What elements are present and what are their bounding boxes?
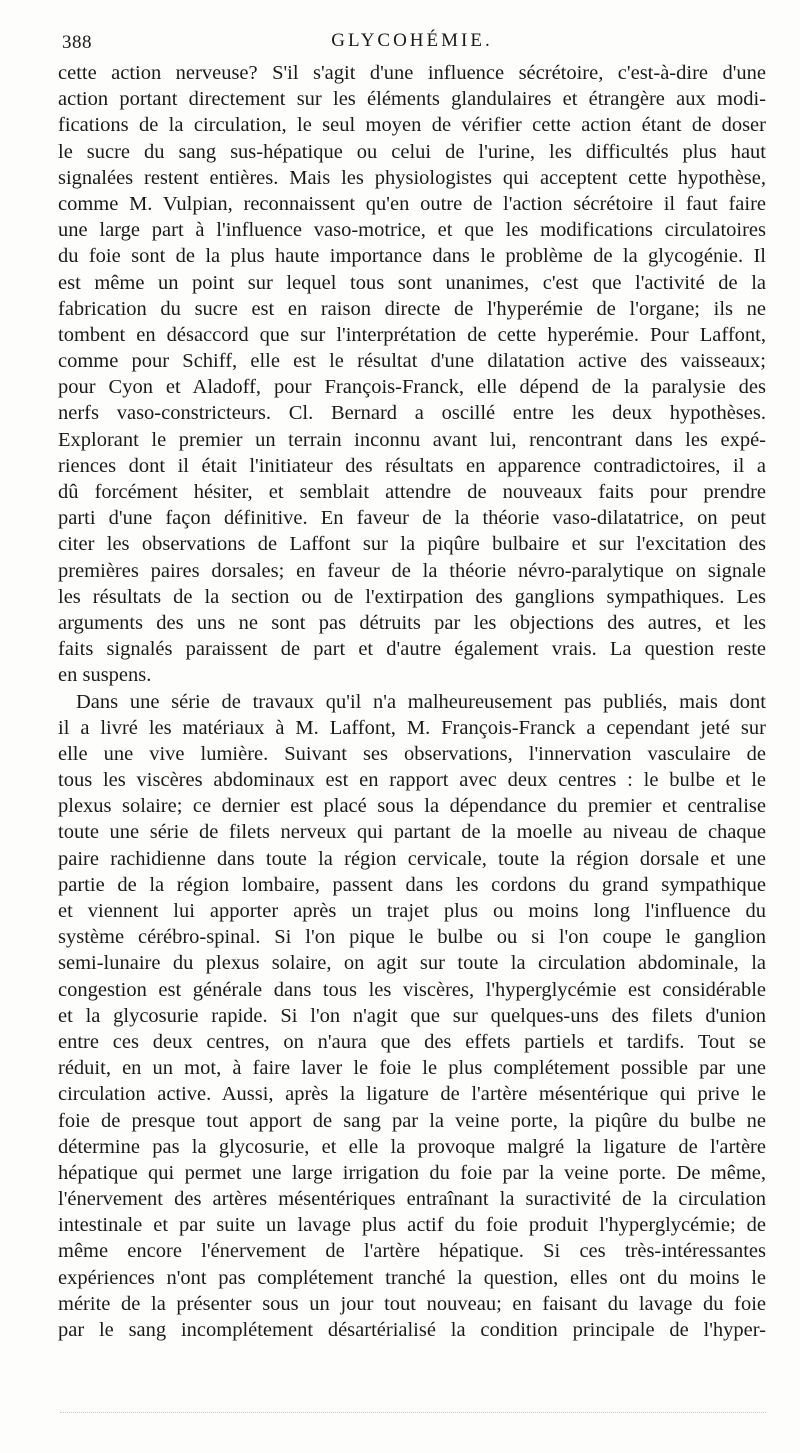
text-line: arguments des uns ne sont pas détruits par les objections des autres, et les (58, 611, 766, 634)
text-line: partie de la région lombaire, passent dans les cordons du grand sympathique (58, 873, 766, 896)
text-line: détermine pas la glycosurie, et elle la provoque malgré la ligature de l'artère (58, 1135, 766, 1158)
text-line: est même un point sur lequel tous sont unanimes, c'est que l'activité de la (58, 271, 766, 294)
text-line: dû forcément hésiter, et semblait attendre de nouveaux faits pour prendre (58, 481, 766, 503)
text-line: même encore l'énervement de l'artère hépatique. Si ces très-intéressantes (58, 1240, 766, 1263)
text-line: et la glycosurie rapide. Si l'on n'agit que sur quelques-uns des filets d'union (58, 1004, 766, 1027)
text-line: Dans une série de travaux qu'il n'a malheureusement pas publiés, mais dont (76, 690, 766, 713)
text-line: plexus solaire; ce dernier est placé sous la dépendance du premier et centralise (58, 795, 766, 818)
text-line: semi-lunaire du plexus solaire, on agit sur toute la circulation abdominale, la (58, 952, 766, 975)
text-line: expériences n'ont pas complétement tranché la question, elles ont du moins le (58, 1266, 766, 1289)
text-line: mérite de la présenter sous un jour tout nouveau; en faisant du lavage du foie (58, 1292, 766, 1315)
text-line: comme pour Schiff, elle est le résultat d'une dilatation active des vaisseaux; (58, 350, 766, 373)
text-line: paire rachidienne dans toute la région cervicale, toute la région dorsale et une (58, 847, 766, 870)
text-line: toute une série de filets nerveux qui partant de la moelle au niveau de chaque (58, 821, 766, 844)
text-line: circulation active. Aussi, après la ligature de l'artère mésentérique qui prive le (58, 1083, 766, 1106)
text-line: faits signalés paraissent de part et d'autre également vrais. La question reste (58, 638, 766, 661)
text-line: par le sang incomplétement désartérialisé la condition principale de l'hyper- (58, 1319, 766, 1341)
text-line: fications de la circulation, le seul moyen de vérifier cette action étant de doser (58, 114, 766, 137)
text-line: tous les viscères abdominaux est en rapport avec deux centres : le bulbe et le (58, 769, 766, 792)
text-line: le sucre du sang sus-hépatique ou celui de l'urine, les difficultés plus haut (58, 140, 766, 163)
footer-divider (60, 1412, 766, 1417)
text-line: premières paires dorsales; en faveur de la théorie névro-paralytique on signale (58, 559, 766, 582)
text-line: pour Cyon et Aladoff, pour François-Franck, elle dépend de la paralysie des (58, 376, 766, 399)
text-line: riences dont il était l'initiateur des résultats en apparence contradictoires, il a (58, 454, 766, 477)
text-line: du foie sont de la plus haute importance dans le problème de la glycogénie. Il (58, 245, 766, 268)
text-line: action portant directement sur les éléments glandulaires et étrangère aux modi- (58, 88, 766, 111)
text-line: foie de presque tout apport de sang par la veine porte, la piqûre du bulbe ne (58, 1109, 766, 1132)
text-line: système cérébro-spinal. Si l'on pique le bulbe ou si l'on coupe le ganglion (58, 926, 766, 949)
text-line: entre ces deux centres, on n'aura que des effets partiels et tardifs. Tout se (58, 1030, 766, 1053)
text-line: citer les observations de Laffont sur la piqûre bulbaire et sur l'excitation des (58, 533, 766, 556)
text-line: et viennent lui apporter après un trajet plus ou moins long l'influence du (58, 900, 766, 922)
text-line: hépatique qui permet une large irrigation du foie par la veine porte. De même, (58, 1161, 766, 1184)
body-text (58, 60, 766, 1343)
text-line: les résultats de la section ou de l'extirpation des ganglions sympathiques. Les (58, 585, 766, 608)
text-line: tombent en désaccord que sur l'interprétation de cette hyperémie. Pour Laffont, (58, 323, 766, 346)
text-line: nerfs vaso-constricteurs. Cl. Bernard a oscillé entre les deux hypothèses. (58, 402, 766, 425)
text-line: réduit, en un mot, à faire laver le foie le plus complétement possible par une (58, 1057, 766, 1080)
page-header (62, 26, 762, 56)
running-title: GLYCOHÉMIE. (331, 30, 493, 51)
text-line: en suspens. (58, 664, 152, 687)
page-number: 388 (62, 32, 92, 53)
text-line: fabrication du sucre est en raison directe de l'hyperémie de l'organe; ils ne (58, 297, 766, 320)
text-line: comme M. Vulpian, reconnaissent qu'en outre de l'action sécrétoire il faut faire (58, 192, 766, 215)
text-line: Explorant le premier un terrain inconnu avant lui, rencontrant dans les expé- (58, 428, 766, 451)
text-line: l'énervement des artères mésentériques entraînant la suractivité de la circulation (58, 1188, 766, 1211)
text-line: parti d'une façon définitive. En faveur de la théorie vaso-dilatatrice, on peut (58, 507, 766, 530)
text-line: intestinale et par suite un lavage plus actif du foie produit l'hyperglycémie; de (58, 1214, 766, 1237)
text-line: signalées restent entières. Mais les physiologistes qui acceptent cette hypothèse, (58, 166, 766, 189)
text-line: cette action nerveuse? S'il s'agit d'une influence sécrétoire, c'est-à-dire d'une (58, 62, 766, 84)
text-line: congestion est générale dans tous les viscères, l'hyperglycémie est considérable (58, 978, 766, 1001)
text-line: il a livré les matériaux à M. Laffont, M. François-Franck a cependant jeté sur (58, 716, 766, 739)
text-line: une large part à l'influence vaso-motrice, et que les modifications circulatoires (58, 219, 766, 242)
text-line: elle une vive lumière. Suivant ses observations, l'innervation vasculaire de (58, 742, 766, 765)
